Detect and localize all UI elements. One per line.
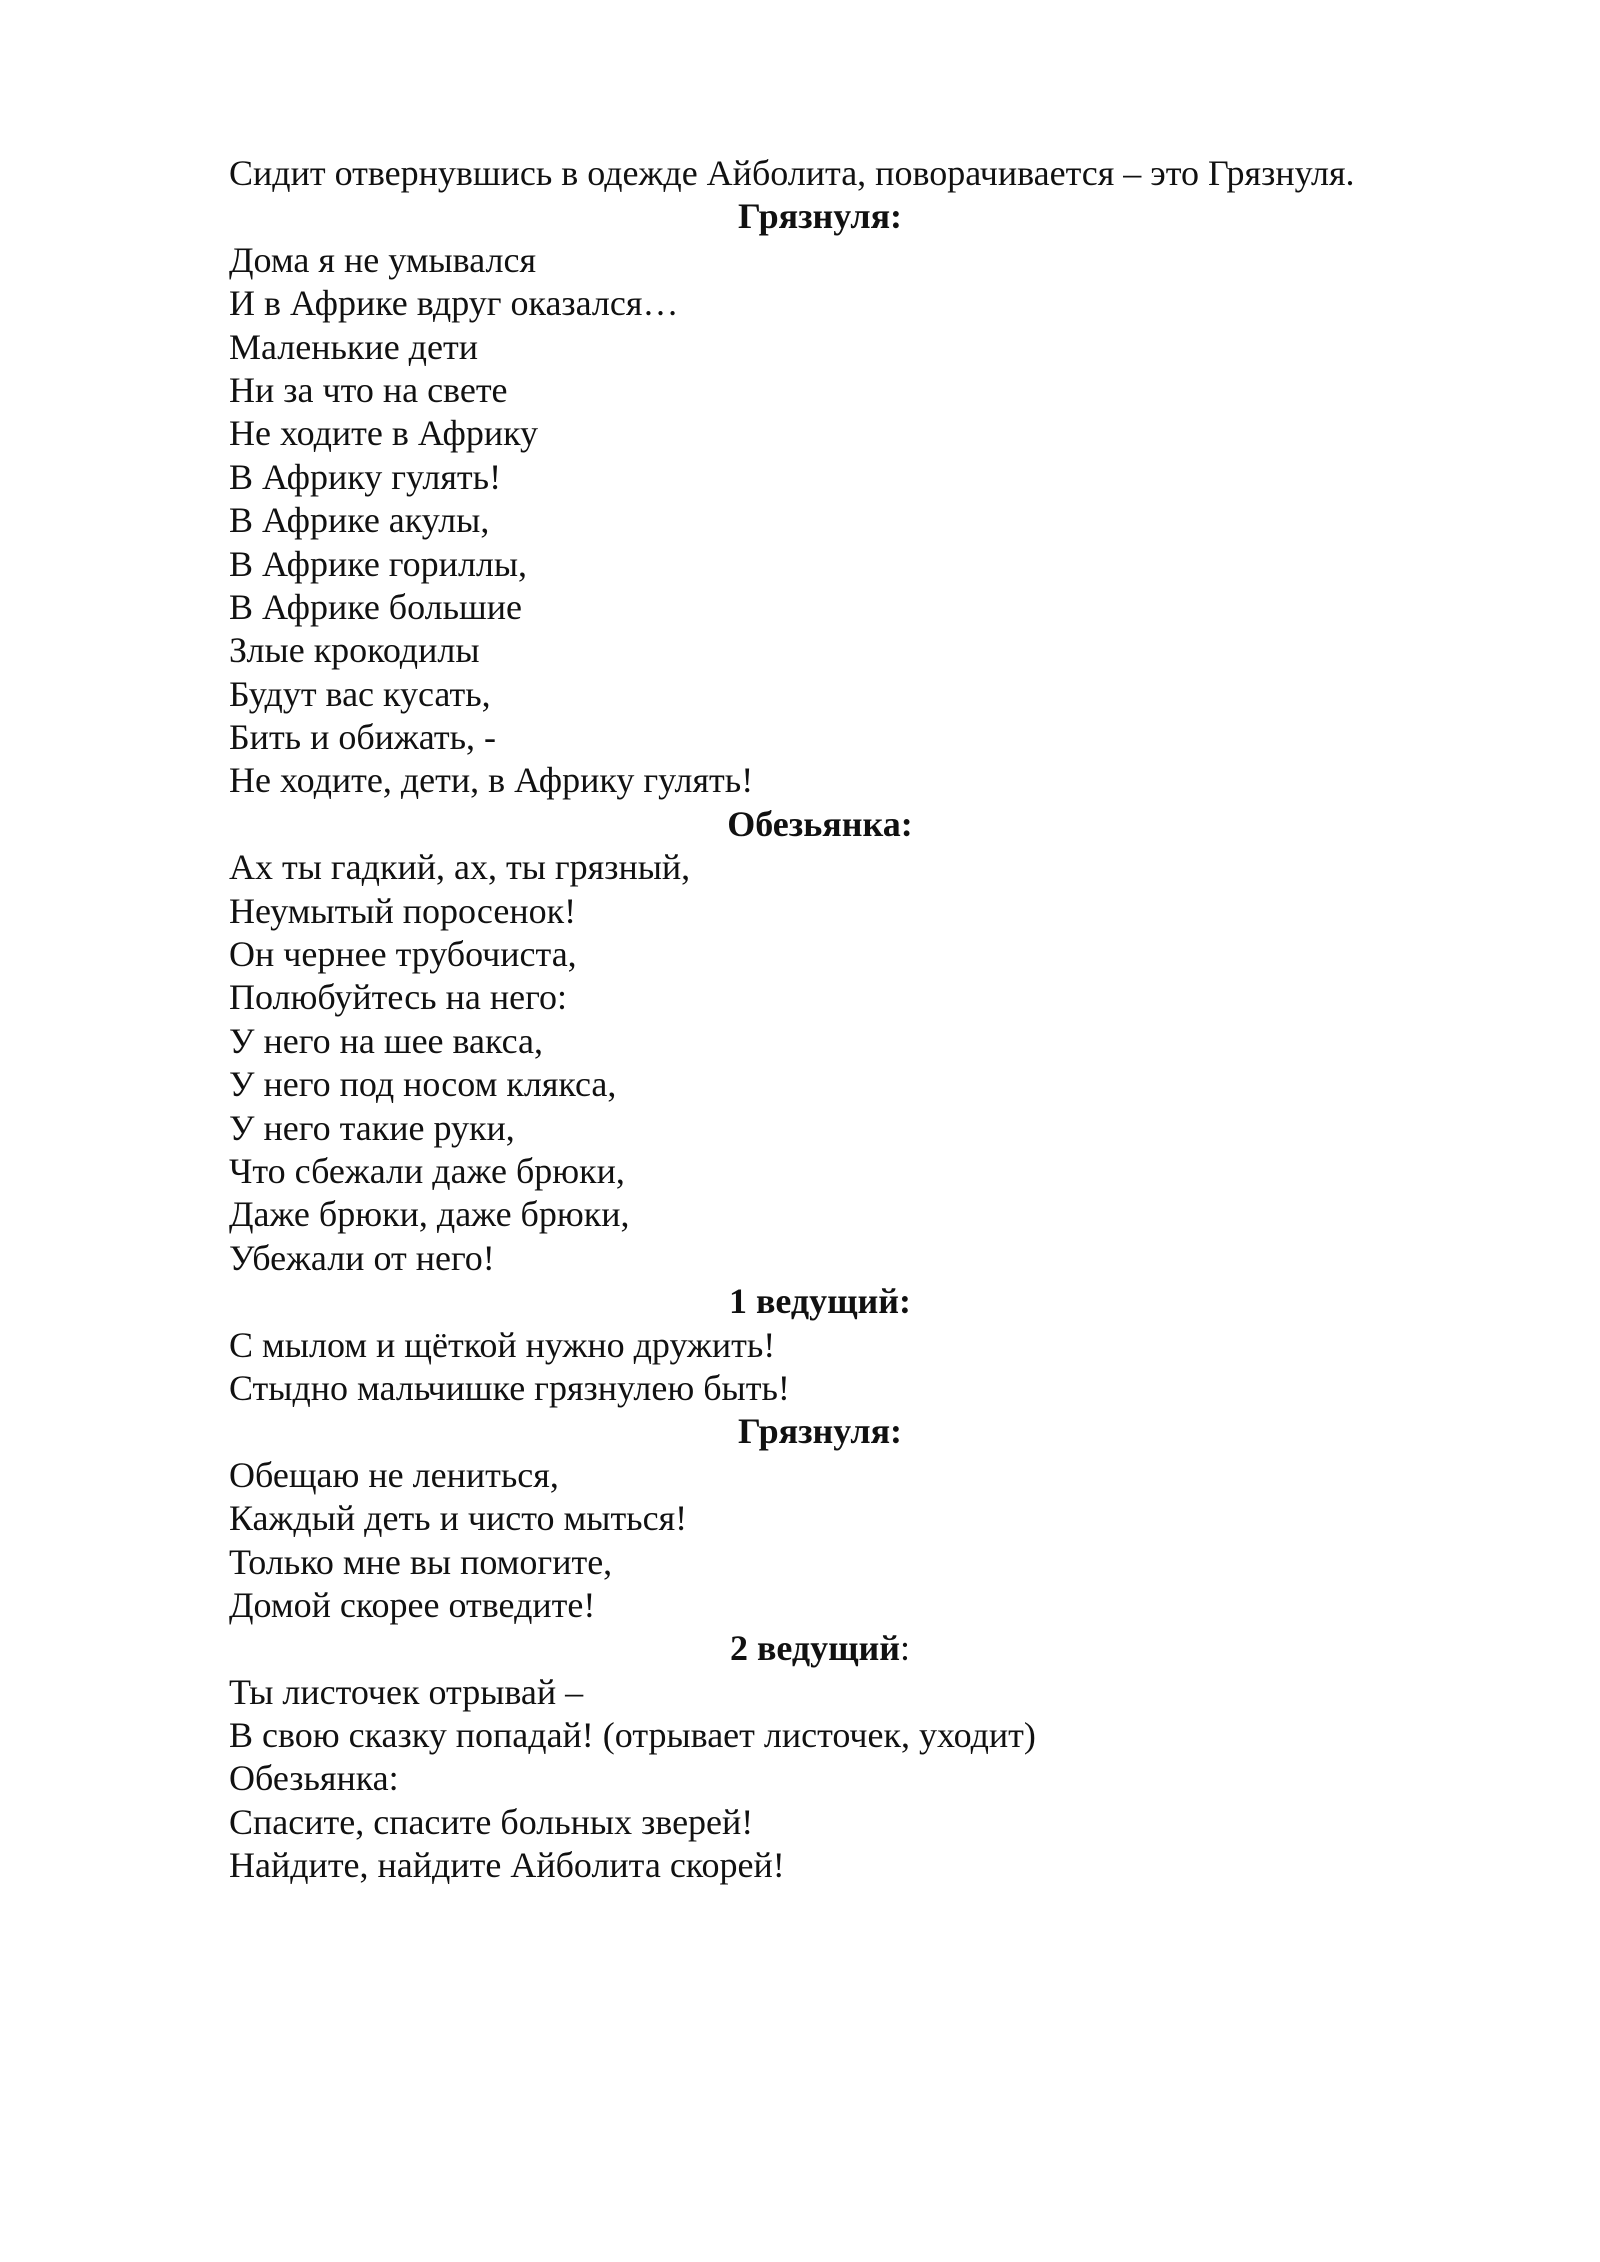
verse-line: У него на шее вакса, [229, 1020, 544, 1061]
verse-line: Найдите, найдите Айболита скорей! [229, 1845, 785, 1886]
verse-line: В свою сказку попадай! (отрывает листочек, уходит) [229, 1715, 1036, 1756]
verse-line: Обезьянка: [229, 1758, 399, 1799]
dialogue-block-5 [229, 1627, 1411, 1887]
verse-line: В Африке акулы, [229, 500, 490, 541]
verse-line: Ни за что на свете [229, 369, 508, 410]
verse-line: Каждый деть и чисто мыться! [229, 1498, 688, 1539]
script-page [229, 152, 1411, 1888]
verse-line: В Африке гориллы, [229, 543, 528, 584]
verse-line: Неумытый поросенок! [229, 890, 577, 931]
verse-line: Домой скорее отведите! [229, 1584, 596, 1625]
verse-line: Ах ты гадкий, ах, ты грязный, [229, 847, 691, 888]
verse-line: Спасите, спасите больных зверей! [229, 1801, 754, 1842]
verse-line: Будут вас кусать, [229, 673, 491, 714]
verse-line: Ты листочек отрывай – [229, 1671, 584, 1712]
verse-line: Обещаю не лениться, [229, 1454, 559, 1495]
verse-line: Даже брюки, даже брюки, [229, 1194, 630, 1235]
verse-line: У него такие руки, [229, 1107, 515, 1148]
stage-direction: Сидит отвернувшись в одежде Айболита, поворачивается – это Грязнуля. [229, 153, 1355, 193]
dialogue-block-3 [229, 1280, 1411, 1410]
dialogue-block-4 [229, 1410, 1411, 1627]
verse-line: Полюбуйтесь на него: [229, 977, 567, 1018]
verse-line: В Африку гулять! [229, 456, 502, 497]
verse-line: Убежали от него! [229, 1237, 495, 1278]
verse-line: Не ходите, дети, в Африку гулять! [229, 760, 754, 801]
verse-line: Он чернее трубочиста, [229, 934, 577, 975]
speaker-name [229, 1627, 1411, 1670]
verse-line: Стыдно мальчишке грязнулею быть! [229, 1367, 790, 1408]
speaker-name: 1 ведущий: [728, 1281, 912, 1322]
dialogue-block-2 [229, 803, 1411, 1280]
verse-line: Только мне вы помогите, [229, 1541, 613, 1582]
speaker-name: Обезьянка: [727, 803, 913, 844]
verse-line: Злые крокодилы [229, 630, 480, 671]
dialogue-block-1 [229, 195, 1411, 802]
speaker-name: Грязнуля: [737, 1411, 903, 1452]
verse-line: Маленькие дети [229, 326, 478, 367]
speaker-name-text: 2 ведущий [729, 1628, 901, 1669]
speaker-colon: : [900, 1628, 911, 1669]
verse-line: И в Африке вдруг оказался… [229, 283, 679, 324]
verse-line: Что сбежали даже брюки, [229, 1150, 625, 1191]
verse-line: В Африке большие [229, 586, 522, 627]
verse-line: Дома я не умывался [229, 239, 537, 280]
speaker-name: Грязнуля: [737, 196, 903, 237]
verse-line: Бить и обижать, - [229, 717, 496, 758]
verse-line: С мылом и щёткой нужно дружить! [229, 1324, 776, 1365]
verse-line: У него под носом клякса, [229, 1064, 617, 1105]
verse-line: Не ходите в Африку [229, 413, 539, 454]
